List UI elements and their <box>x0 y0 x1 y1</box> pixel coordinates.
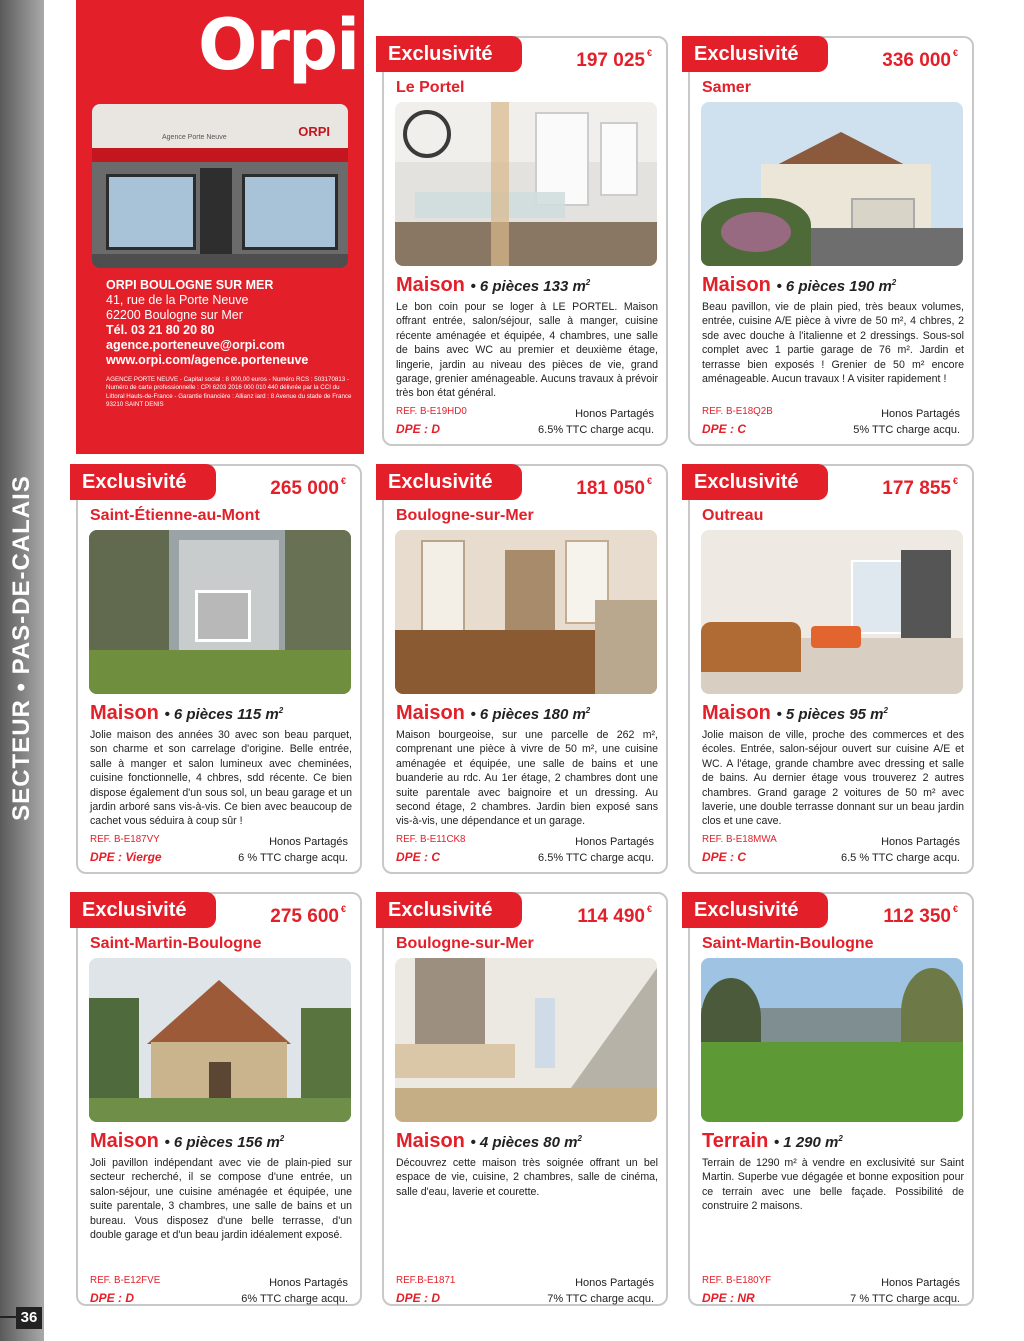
listing-title: Maison • 4 pièces 80 $m^2$ <box>396 1130 582 1152</box>
listing-fees-label: Honos Partagés <box>881 836 960 848</box>
listing-card[interactable] <box>382 36 668 446</box>
listing-reference: REF. B-E19HD0 <box>396 406 467 417</box>
exclusivity-badge: Exclusivité <box>376 892 522 928</box>
listing-fees: 5% TTC charge acqu. <box>853 424 960 436</box>
listing-description: Le bon coin pour se loger à LE PORTEL. Maison offrant entrée, salon/séjour, salle à manger, cuisine récente aménagée et équipée, 4 chambres, une salle de bains avec WC au premier et deuxième étage, lingerie, jardin au niveau des pièces de vie, grand garage, grenier aménageable. Aucuns travaux à prévoir très bon état général. <box>396 301 658 400</box>
listing-title: Maison • 6 pièces 133 $m^2$ <box>396 274 591 296</box>
exclusivity-badge: Exclusivité <box>376 36 522 72</box>
listing-dpe: DPE : NR <box>702 1291 755 1305</box>
listing-fees: 7 % TTC charge acqu. <box>850 1293 960 1305</box>
listing-location: Saint-Étienne-au-Mont <box>90 507 260 524</box>
agency-name: ORPI BOULOGNE SUR MER <box>106 278 274 292</box>
storefront-caption: Agence Porte Neuve <box>162 134 227 141</box>
listing-fees-label: Honos Partagés <box>881 1277 960 1289</box>
agency-contact <box>106 278 356 368</box>
listing-title: Maison • 6 pièces 156 $m^2$ <box>90 1130 285 1152</box>
listing-price: 114 490 € <box>577 904 652 927</box>
listing-price: 112 350 € <box>883 904 958 927</box>
listing-dpe: DPE : C <box>702 422 747 436</box>
listing-location: Saint-Martin-Boulogne <box>90 935 262 952</box>
exclusivity-badge: Exclusivité <box>70 464 216 500</box>
listing-card[interactable] <box>688 464 974 874</box>
listing-card[interactable] <box>76 892 362 1306</box>
listing-title: Maison • 5 pièces 95 $m^2$ <box>702 702 888 724</box>
listing-fees-label: Honos Partagés <box>575 836 654 848</box>
listing-price: 265 000 € <box>270 476 346 499</box>
listing-dpe: DPE : C <box>396 850 441 864</box>
listing-photo <box>395 958 657 1122</box>
listing-fees-label: Honos Partagés <box>269 836 348 848</box>
listing-fees-label: Honos Partagés <box>575 1277 654 1289</box>
listing-reference: REF. B-E11CK8 <box>396 834 466 845</box>
listing-reference: REF.B-E1871 <box>396 1275 456 1286</box>
listing-location: Samer <box>702 79 751 96</box>
listing-description: Joli pavillon indépendant avec vie de plain-pied sur secteur recherché, il se compose d'une entrée, un salon-séjour, une cuisine aménagée et équipée, une suite parentale, 3 chambres, une salle de bains et un bureau. Vous disposez d'une belle terrasse, d'un double garage et d'un beau jardin idéalement exposé. <box>90 1157 352 1242</box>
exclusivity-badge: Exclusivité <box>376 464 522 500</box>
section-sidebar <box>0 0 44 1341</box>
listing-reference: REF. B-E18MWA <box>702 834 777 845</box>
agency-block <box>76 0 364 454</box>
agency-legal-notice: AGENCE PORTE NEUVE - Capital social : 8 000,00 euros - Numéro RCS : 503170813 - Numéro de carte professionnelle : CPI 6203 2016 000 010 440 délivrée par la CCI du Littoral Hauts-de-France - Garantie financière : Allianz iard : 8 Avenue du stade de France 93210 SAINT DENIS <box>106 376 352 409</box>
listing-fees-label: Honos Partagés <box>575 408 654 420</box>
listing-description: Maison bourgeoise, sur une parcelle de 262 m², comprenant une pièce à vivre de 50 m², une cuisine aménagée et équipée, une salle de bains et une buanderie au rdc. Au 1er étage, 2 chambres dont une suite parentale avec baignoire et un dressing. Au second étage, 2 chambres. Jardin bien exposé sans vis-à-vis, une dépendance et un garage. <box>396 729 658 828</box>
listing-photo <box>89 530 351 694</box>
listing-photo <box>395 102 657 266</box>
listing-reference: REF. B-E12FVE <box>90 1275 161 1286</box>
listing-title: Maison • 6 pièces 115 $m^2$ <box>90 702 284 724</box>
listing-photo <box>89 958 351 1122</box>
listing-location: Outreau <box>702 507 764 524</box>
agency-address-line1: 41, rue de la Porte Neuve <box>106 293 249 307</box>
listing-price: 181 050 € <box>576 476 652 499</box>
listing-location: Boulogne-sur-Mer <box>396 507 534 524</box>
listing-photo <box>395 530 657 694</box>
listing-fees: 6.5% TTC charge acqu. <box>538 852 654 864</box>
listing-card[interactable] <box>688 892 974 1306</box>
agency-storefront-photo <box>92 104 348 268</box>
listing-card[interactable] <box>688 36 974 446</box>
listing-fees: 6.5% TTC charge acqu. <box>538 424 654 436</box>
listing-price: 197 025 € <box>576 48 652 71</box>
listing-fees: 6.5 % TTC charge acqu. <box>840 852 960 864</box>
listing-reference: REF. B-E180YF <box>702 1275 772 1286</box>
listing-fees: 6% TTC charge acqu. <box>241 1293 348 1305</box>
listing-fees: 6 % TTC charge acqu. <box>238 852 348 864</box>
listing-price: 336 000 € <box>882 48 958 71</box>
listing-location: Saint-Martin-Boulogne <box>702 935 874 952</box>
listing-location: Le Portel <box>396 79 465 96</box>
listing-card[interactable] <box>382 464 668 874</box>
exclusivity-badge: Exclusivité <box>70 892 216 928</box>
listing-location: Boulogne-sur-Mer <box>396 935 534 952</box>
listing-dpe: DPE : D <box>396 1291 441 1305</box>
listing-price: 275 600 € <box>270 904 346 927</box>
listing-fees: 7% TTC charge acqu. <box>547 1293 654 1305</box>
listing-description: Découvrez cette maison très soignée offrant un bel espace de vie, cuisine, 2 chambres, salle de cinéma, salle d'eau, laverie et courette. <box>396 1157 658 1198</box>
page-number-rule <box>0 1316 16 1318</box>
listing-description: Jolie maison de ville, proche des commerces et des écoles. Entrée, salon-séjour ouvert sur cuisine A/E et WC. A l'étage, grande chambre avec dressing et salle de bains. Au dernier étage vous trouverez 2 autres chambres. Grand garage 2 voitures de 50 m² avec laverie, une double terrasse donnant sur un beau jardin clos et une cave. <box>702 729 964 828</box>
listing-photo <box>701 530 963 694</box>
listing-reference: REF. B-E187VY <box>90 834 160 845</box>
listing-dpe: DPE : D <box>396 422 441 436</box>
listing-card[interactable] <box>76 464 362 874</box>
agency-phone[interactable]: Tél. 03 21 80 20 80 <box>106 323 215 337</box>
listing-description: Terrain de 1290 m² à vendre en exclusivité sur Saint Martin. Superbe vue dégagée et bonne exposition pour ce terrain avec une belle façade. Possibilité de construire 2 maisons. <box>702 1157 964 1213</box>
agency-address-line2: 62200 Boulogne sur Mer <box>106 308 243 322</box>
listing-dpe: DPE : Vierge <box>90 850 162 864</box>
orpi-logo: Orpi <box>198 4 359 86</box>
listing-photo <box>701 102 963 266</box>
listing-title: Maison • 6 pièces 190 $m^2$ <box>702 274 897 296</box>
listing-fees-label: Honos Partagés <box>881 408 960 420</box>
listing-photo <box>701 958 963 1122</box>
agency-email[interactable]: agence.porteneuve@orpi.com <box>106 338 285 352</box>
listing-card[interactable] <box>382 892 668 1306</box>
listing-description: Beau pavillon, vie de plain pied, très beaux volumes, entrée, cuisine A/E pièce à vivre de 50 m², 4 chbres, 2 sde avec douche à l'italienne et 2 dressings. Sous-sol complet avec 1 partie garage de 76 m². Jardin et terrasse bien exposés ! Grenier de 50 m² encore aménageable. Aucun travaux ! A visiter rapidement ! <box>702 301 964 386</box>
listing-reference: REF. B-E18Q2B <box>702 406 773 417</box>
listing-description: Jolie maison des années 30 avec son beau parquet, son charme et son carrelage d'origine. Belle entrée, salle à manger et salon lumineux avec cheminées, cuisine fonctionnelle, 4 chbres, sdd récente. Ce bien dispose également d'un sous sol, un beau garage et un jardin arboré sans vis-à-vis. Ce bien avec beaucoup de cachet vous séduira à coup sûr ! <box>90 729 352 828</box>
page-number: 36 <box>16 1307 42 1329</box>
listing-price: 177 855 € <box>882 476 958 499</box>
exclusivity-badge: Exclusivité <box>682 36 828 72</box>
listing-fees-label: Honos Partagés <box>269 1277 348 1289</box>
exclusivity-badge: Exclusivité <box>682 464 828 500</box>
agency-website[interactable]: www.orpi.com/agence.porteneuve <box>106 353 309 367</box>
listing-dpe: DPE : D <box>90 1291 135 1305</box>
listing-dpe: DPE : C <box>702 850 747 864</box>
storefront-sign: ORPI <box>298 124 330 139</box>
listing-title: Maison • 6 pièces 180 $m^2$ <box>396 702 591 724</box>
section-title: SECTEUR • PAS-DE-CALAIS <box>8 475 35 821</box>
listing-title: Terrain • 1 290 $m^2$ <box>702 1130 843 1152</box>
exclusivity-badge: Exclusivité <box>682 892 828 928</box>
